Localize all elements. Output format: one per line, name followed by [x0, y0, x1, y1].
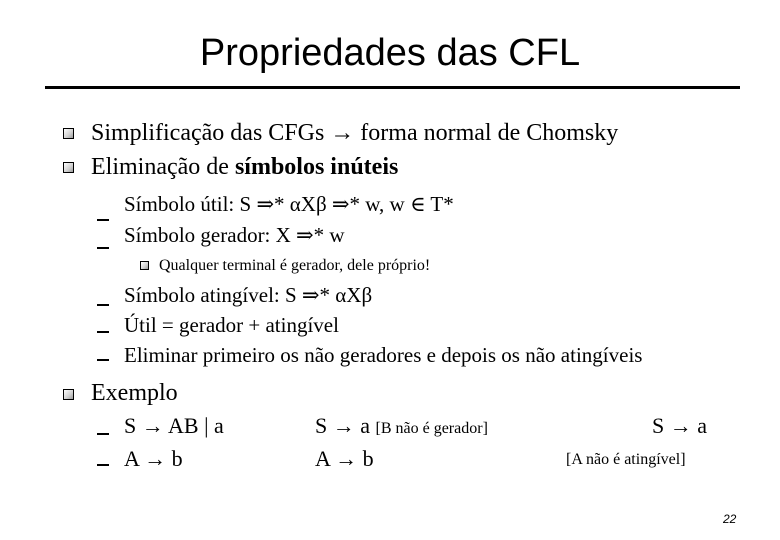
- bullet-eliminacao-bold: símbolos inúteis: [234, 154, 399, 180]
- example-step1-line1: [315, 413, 488, 442]
- square-bullet-icon: [63, 128, 74, 139]
- sub-simbolo-util: Símbolo útil: S ⇒* αXβ ⇒* w, w ∈ T*: [124, 192, 454, 216]
- example-original-line2: A → b: [124, 446, 183, 471]
- sub-simbolo-gerador: Símbolo gerador: X ⇒* w: [124, 223, 345, 247]
- bullet-eliminacao: [91, 153, 398, 181]
- dash-bullet-icon: [97, 331, 109, 333]
- bullet-eliminacao-text: Eliminação de: [91, 154, 235, 180]
- dash-bullet-icon: [97, 304, 109, 306]
- bullet-exemplo: Exemplo: [91, 380, 178, 406]
- example-step1-line2: A → b: [315, 446, 374, 471]
- dash-bullet-icon: [97, 464, 109, 466]
- title-underline: [45, 86, 740, 89]
- dash-bullet-icon: [97, 359, 109, 361]
- square-bullet-icon: [63, 389, 74, 400]
- example-original-line1: S → AB | a: [124, 413, 224, 438]
- page-number: 22: [723, 512, 737, 526]
- dash-bullet-icon: [97, 433, 109, 435]
- slide-title: Propriedades das CFL: [199, 32, 581, 74]
- dash-bullet-icon: [97, 247, 109, 249]
- example-step2-line1: S → a: [652, 413, 707, 438]
- sub-eliminar-ordem: Eliminar primeiro os não geradores e depois os não atingíveis: [124, 343, 643, 367]
- sub-util-definicao: Útil = gerador + atingível: [124, 313, 339, 337]
- square-bullet-icon: [140, 261, 149, 270]
- dash-bullet-icon: [97, 219, 109, 221]
- sub-terminal-gerador: Qualquer terminal é gerador, dele próprio!: [159, 257, 431, 274]
- square-bullet-icon: [63, 162, 74, 173]
- example-step2-note: [A não é atingível]: [566, 451, 686, 468]
- bullet-simplificacao: Simplificação das CFGs → forma normal de Chomsky: [91, 120, 619, 146]
- sub-simbolo-atingivel: Símbolo atingível: S ⇒* αXβ: [124, 283, 373, 307]
- example-step1-note: [B não é gerador]: [375, 420, 488, 437]
- example-step1-rule: S → a: [315, 413, 370, 438]
